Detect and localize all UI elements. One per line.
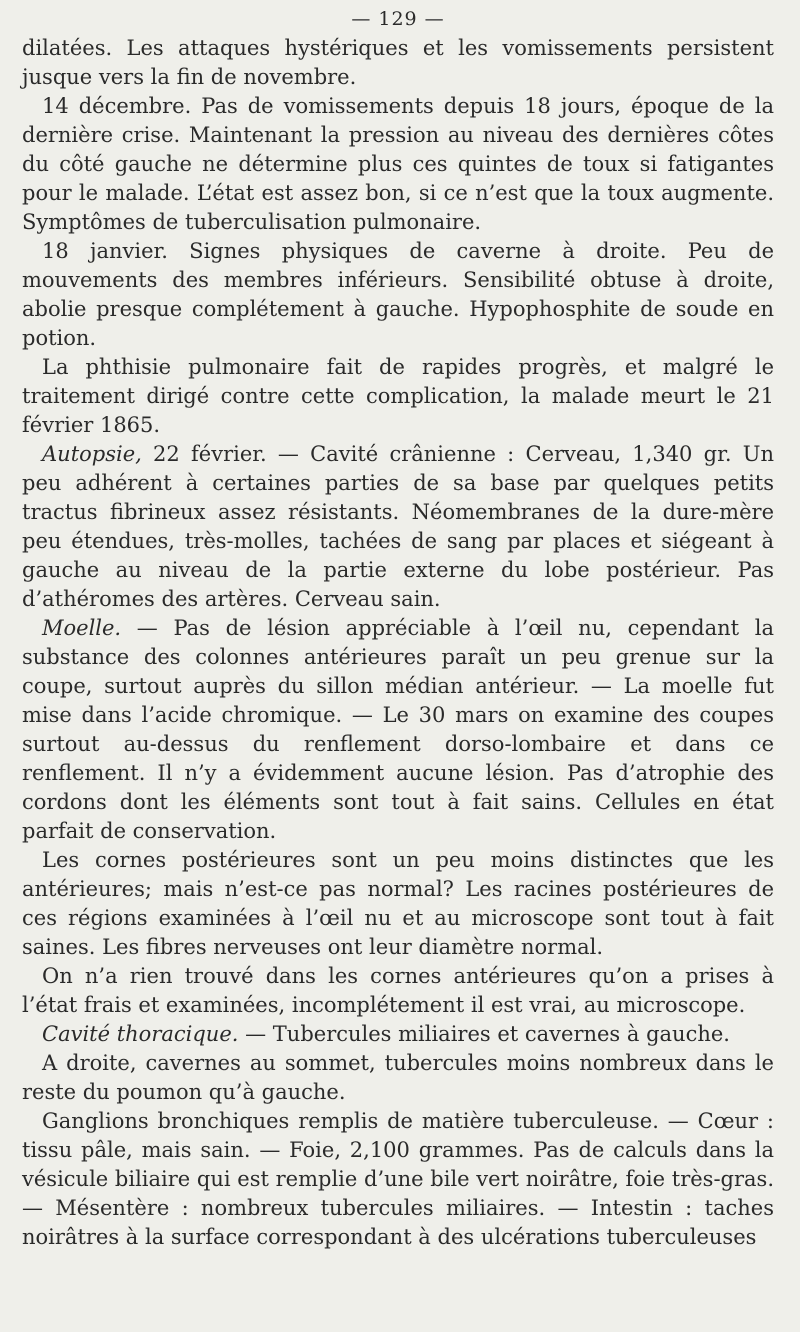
paragraph-text: — Pas de lésion appréciable à l’œil nu, cependant la substance des colonnes antérieures paraît un peu grenue sur la coupe, surtout auprès du sillon médian antérieur. — La moelle fut mise dans l’acide chromique. — Le 30 mars on examine des coupes surtout au-dessus du renflement dorso-lombaire et dans ce renflement. Il n’y a évidemment aucune lésion. Pas d’atrophie des cordons dont les éléments sont tout à fait sains. Cellules en état parfait de conservation. <box>22 616 774 843</box>
paragraph <box>22 1107 774 1252</box>
paragraph-lead: Cavité thoracique. <box>42 1022 239 1046</box>
page-number: — 129 — <box>351 8 445 30</box>
paragraph-text: — Tubercules miliaires et cavernes à gauche. <box>238 1022 730 1046</box>
paragraph-text: 18 janvier. Signes physiques de caverne à droite. Peu de mouvements des membres inférieurs. Sensibilité obtuse à droite, abolie presque complétement à gauche. Hypophosphite de soude en potion. <box>22 239 774 350</box>
paragraph <box>22 1049 774 1107</box>
body-text <box>22 34 774 1252</box>
paragraph <box>22 34 774 92</box>
paragraph-lead: Moelle. <box>42 616 122 640</box>
paragraph-text: Ganglions bronchiques remplis de matière tuberculeuse. — Cœur : tissu pâle, mais sain. — Foie, 2,100 grammes. Pas de calculs dans la vésicule biliaire qui est remplie d’une bile vert noirâtre, foie très-gras. — Mésentère : nombreux tubercules miliaires. — Intestin : taches noirâtres à la surface correspondant à des ulcérations tuberculeuses <box>22 1109 774 1249</box>
paragraph <box>22 440 774 614</box>
paragraph-text: 22 février. — Cavité crânienne : Cerveau, 1,340 gr. Un peu adhérent à certaines parties de sa base par quelques petits tractus fibrineux assez résistants. Néomembranes de la dure-mère peu étendues, très-molles, tachées de sang par places et siégeant à gauche au niveau de la partie externe du lobe postérieur. Pas d’athéromes des artères. Cerveau sain. <box>22 442 774 611</box>
paragraph <box>22 92 774 237</box>
paragraph-text: A droite, cavernes au sommet, tubercules moins nombreux dans le reste du poumon qu’à gauche. <box>22 1051 774 1104</box>
paragraph <box>22 353 774 440</box>
paragraph <box>22 962 774 1020</box>
paragraph-text: La phthisie pulmonaire fait de rapides progrès, et malgré le traitement dirigé contre cette complication, la malade meurt le 21 février 1865. <box>22 355 774 437</box>
paragraph <box>22 237 774 353</box>
paragraph <box>22 846 774 962</box>
paragraph-text: 14 décembre. Pas de vomissements depuis 18 jours, époque de la dernière crise. Maintenant la pression au niveau des dernières côtes du côté gauche ne détermine plus ces quintes de toux si fatigantes pour le malade. L’état est assez bon, si ce n’est que la toux augmente. Symptômes de tuberculisation pulmonaire. <box>22 94 774 234</box>
paragraph <box>22 1020 774 1049</box>
paragraph <box>22 614 774 846</box>
paragraph-lead: Autopsie, <box>42 442 142 466</box>
paragraph-text: dilatées. Les attaques hystériques et les vomissements persistent jusque vers la fin de novembre. <box>22 36 774 89</box>
paragraph-text: On n’a rien trouvé dans les cornes antérieures qu’on a prises à l’état frais et examinées, incomplétement il est vrai, au microscope. <box>22 964 774 1017</box>
paragraph-text: Les cornes postérieures sont un peu moins distinctes que les antérieures; mais n’est-ce pas normal? Les racines postérieures de ces régions examinées à l’œil nu et au microscope sont tout à fait saines. Les fibres nerveuses ont leur diamètre normal. <box>22 848 774 959</box>
